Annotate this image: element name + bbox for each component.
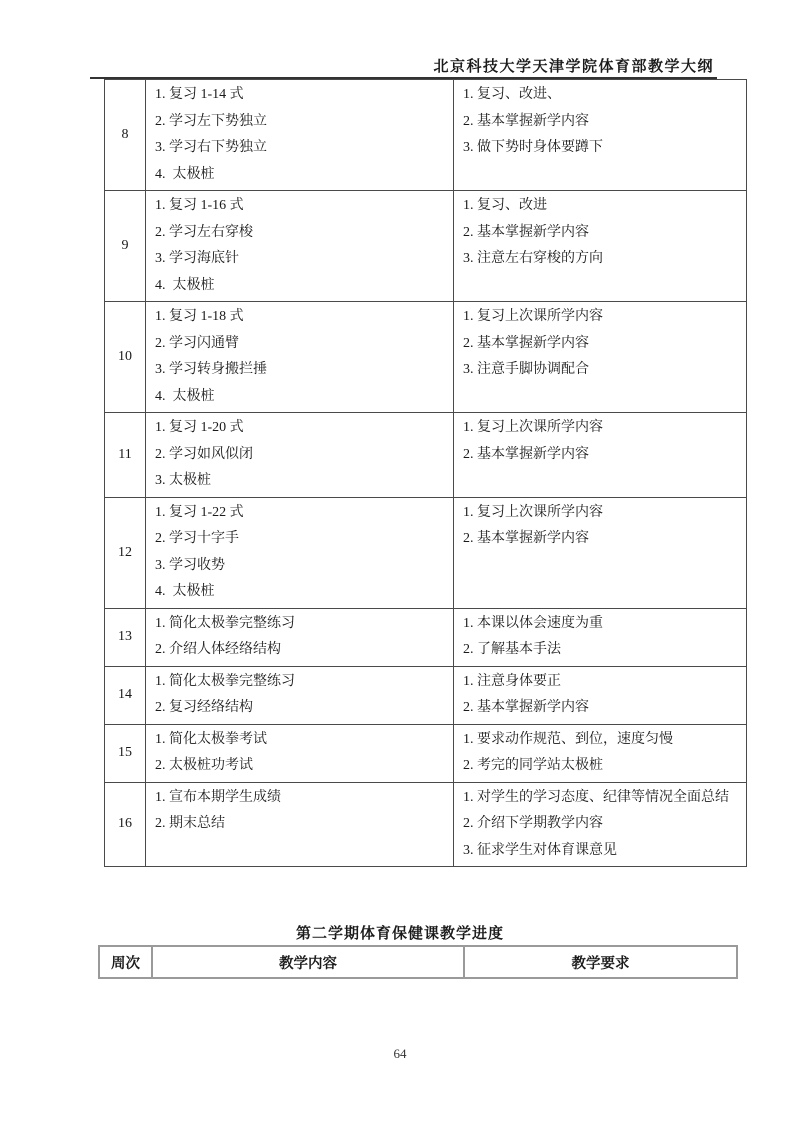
requirements-cell [454,608,747,666]
section2-title: 第二学期体育保健课教学进度 [295,925,504,942]
content-line: 1. 复习 1-20 式 [155,420,244,435]
content-line: 1. 简化太极拳考试 [155,731,267,747]
column-header-week: 周次 [99,946,152,978]
requirements-line: 2. 基本掌握新学内容 [463,446,589,462]
content-line: 1. 宣布本期学生成绩 [155,789,281,805]
schedule-row [105,782,747,867]
content-line: 1. 复习 1-22 式 [155,504,244,520]
schedule-row [105,666,747,724]
content-line: 3. 学习右下势独立 [155,140,267,155]
running-head-title: 北京科技大学天津学院体育部教学大纲 [433,59,714,75]
requirements-line: 2. 基本掌握新学内容 [463,700,589,715]
requirements-line: 1. 复习上次课所学内容 [463,420,603,435]
requirements-line: 1. 对学生的学习态度、纪律等情况全面总结 [463,789,729,805]
requirements-line: 1. 要求动作规范、到位，速度匀慢 [463,731,673,747]
teaching-schedule-table-body [105,80,747,867]
second-semester-header-row [99,946,737,978]
content-line: 1. 复习 1-16 式 [155,198,244,213]
content-line: 3. 学习海底针 [155,251,239,266]
week-number: 11 [105,413,146,498]
requirements-line: 2. 介绍下学期教学内容 [463,816,603,831]
content-cell [146,724,454,782]
content-line: 4. 太极桩 [155,277,215,293]
content-line: 2. 期末总结 [155,816,225,831]
requirements-line: 2. 基本掌握新学内容 [463,531,589,546]
requirements-cell [454,497,747,608]
page-number: 64 [393,1046,407,1061]
second-semester-table [98,945,738,979]
content-line: 4. 太极桩 [155,388,215,404]
content-line: 3. 学习收势 [155,557,225,573]
requirements-cell [454,191,747,302]
week-number: 10 [105,302,146,413]
requirements-line: 2. 了解基本手法 [463,642,561,657]
schedule-row [105,724,747,782]
column-header-content: 教学内容 [152,946,464,978]
content-cell [146,608,454,666]
content-line: 1. 复习 1-18 式 [155,309,244,324]
schedule-row [105,80,747,191]
week-number: 9 [105,191,146,302]
content-line: 2. 学习左右穿梭 [155,224,253,240]
content-line: 2. 学习左下势独立 [155,113,267,129]
content-line: 3. 学习转身搬拦捶 [155,362,267,377]
content-line: 4. 太极桩 [155,166,215,182]
requirements-cell [454,413,747,498]
week-number: 14 [105,666,146,724]
content-line: 2. 学习十字手 [155,531,239,546]
content-line: 1. 简化太极拳完整练习 [155,615,295,631]
schedule-row [105,191,747,302]
content-cell [146,80,454,191]
requirements-line: 3. 征求学生对体育课意见 [463,842,617,858]
column-header-requirements: 教学要求 [464,946,737,978]
running-head [433,55,714,76]
content-line: 1. 复习 1-14 式 [155,87,244,102]
requirements-line: 1. 复习上次课所学内容 [463,309,603,324]
content-line: 3. 太极桩 [155,473,211,488]
content-cell [146,302,454,413]
content-cell [146,497,454,608]
requirements-line: 3. 注意左右穿梭的方向 [463,251,603,266]
content-cell [146,666,454,724]
requirements-line: 3. 注意手脚协调配合 [463,362,589,377]
requirements-line: 1. 复习、改进、 [463,87,561,102]
content-line: 2. 学习闪通臂 [155,335,239,351]
requirements-line: 1. 复习上次课所学内容 [463,504,603,520]
requirements-line: 2. 基本掌握新学内容 [463,113,589,129]
requirements-cell [454,302,747,413]
content-line: 2. 介绍人体经络结构 [155,642,281,657]
requirements-line: 3. 做下势时身体要蹲下 [463,140,603,155]
schedule-row [105,608,747,666]
content-cell [146,191,454,302]
week-number: 8 [105,80,146,191]
content-line: 2. 复习经络结构 [155,700,253,715]
requirements-cell [454,80,747,191]
requirements-line: 1. 复习、改进 [463,198,547,213]
requirements-line: 2. 考完的同学站太极桩 [463,758,603,773]
teaching-schedule-table [104,79,747,867]
week-number: 15 [105,724,146,782]
content-line: 4. 太极桩 [155,584,215,599]
content-line: 1. 简化太极拳完整练习 [155,673,295,689]
week-number: 13 [105,608,146,666]
content-cell [146,413,454,498]
schedule-row [105,413,747,498]
week-number: 12 [105,497,146,608]
requirements-line: 1. 本课以体会速度为重 [463,615,603,631]
requirements-cell [454,782,747,867]
requirements-line: 2. 基本掌握新学内容 [463,224,589,240]
content-line: 2. 太极桩功考试 [155,758,253,773]
requirements-line: 2. 基本掌握新学内容 [463,335,589,351]
content-cell [146,782,454,867]
requirements-cell [454,666,747,724]
requirements-line: 1. 注意身体要正 [463,673,561,689]
schedule-row [105,497,747,608]
requirements-cell [454,724,747,782]
week-number: 16 [105,782,146,867]
content-line: 2. 学习如风似闭 [155,446,253,462]
schedule-row [105,302,747,413]
